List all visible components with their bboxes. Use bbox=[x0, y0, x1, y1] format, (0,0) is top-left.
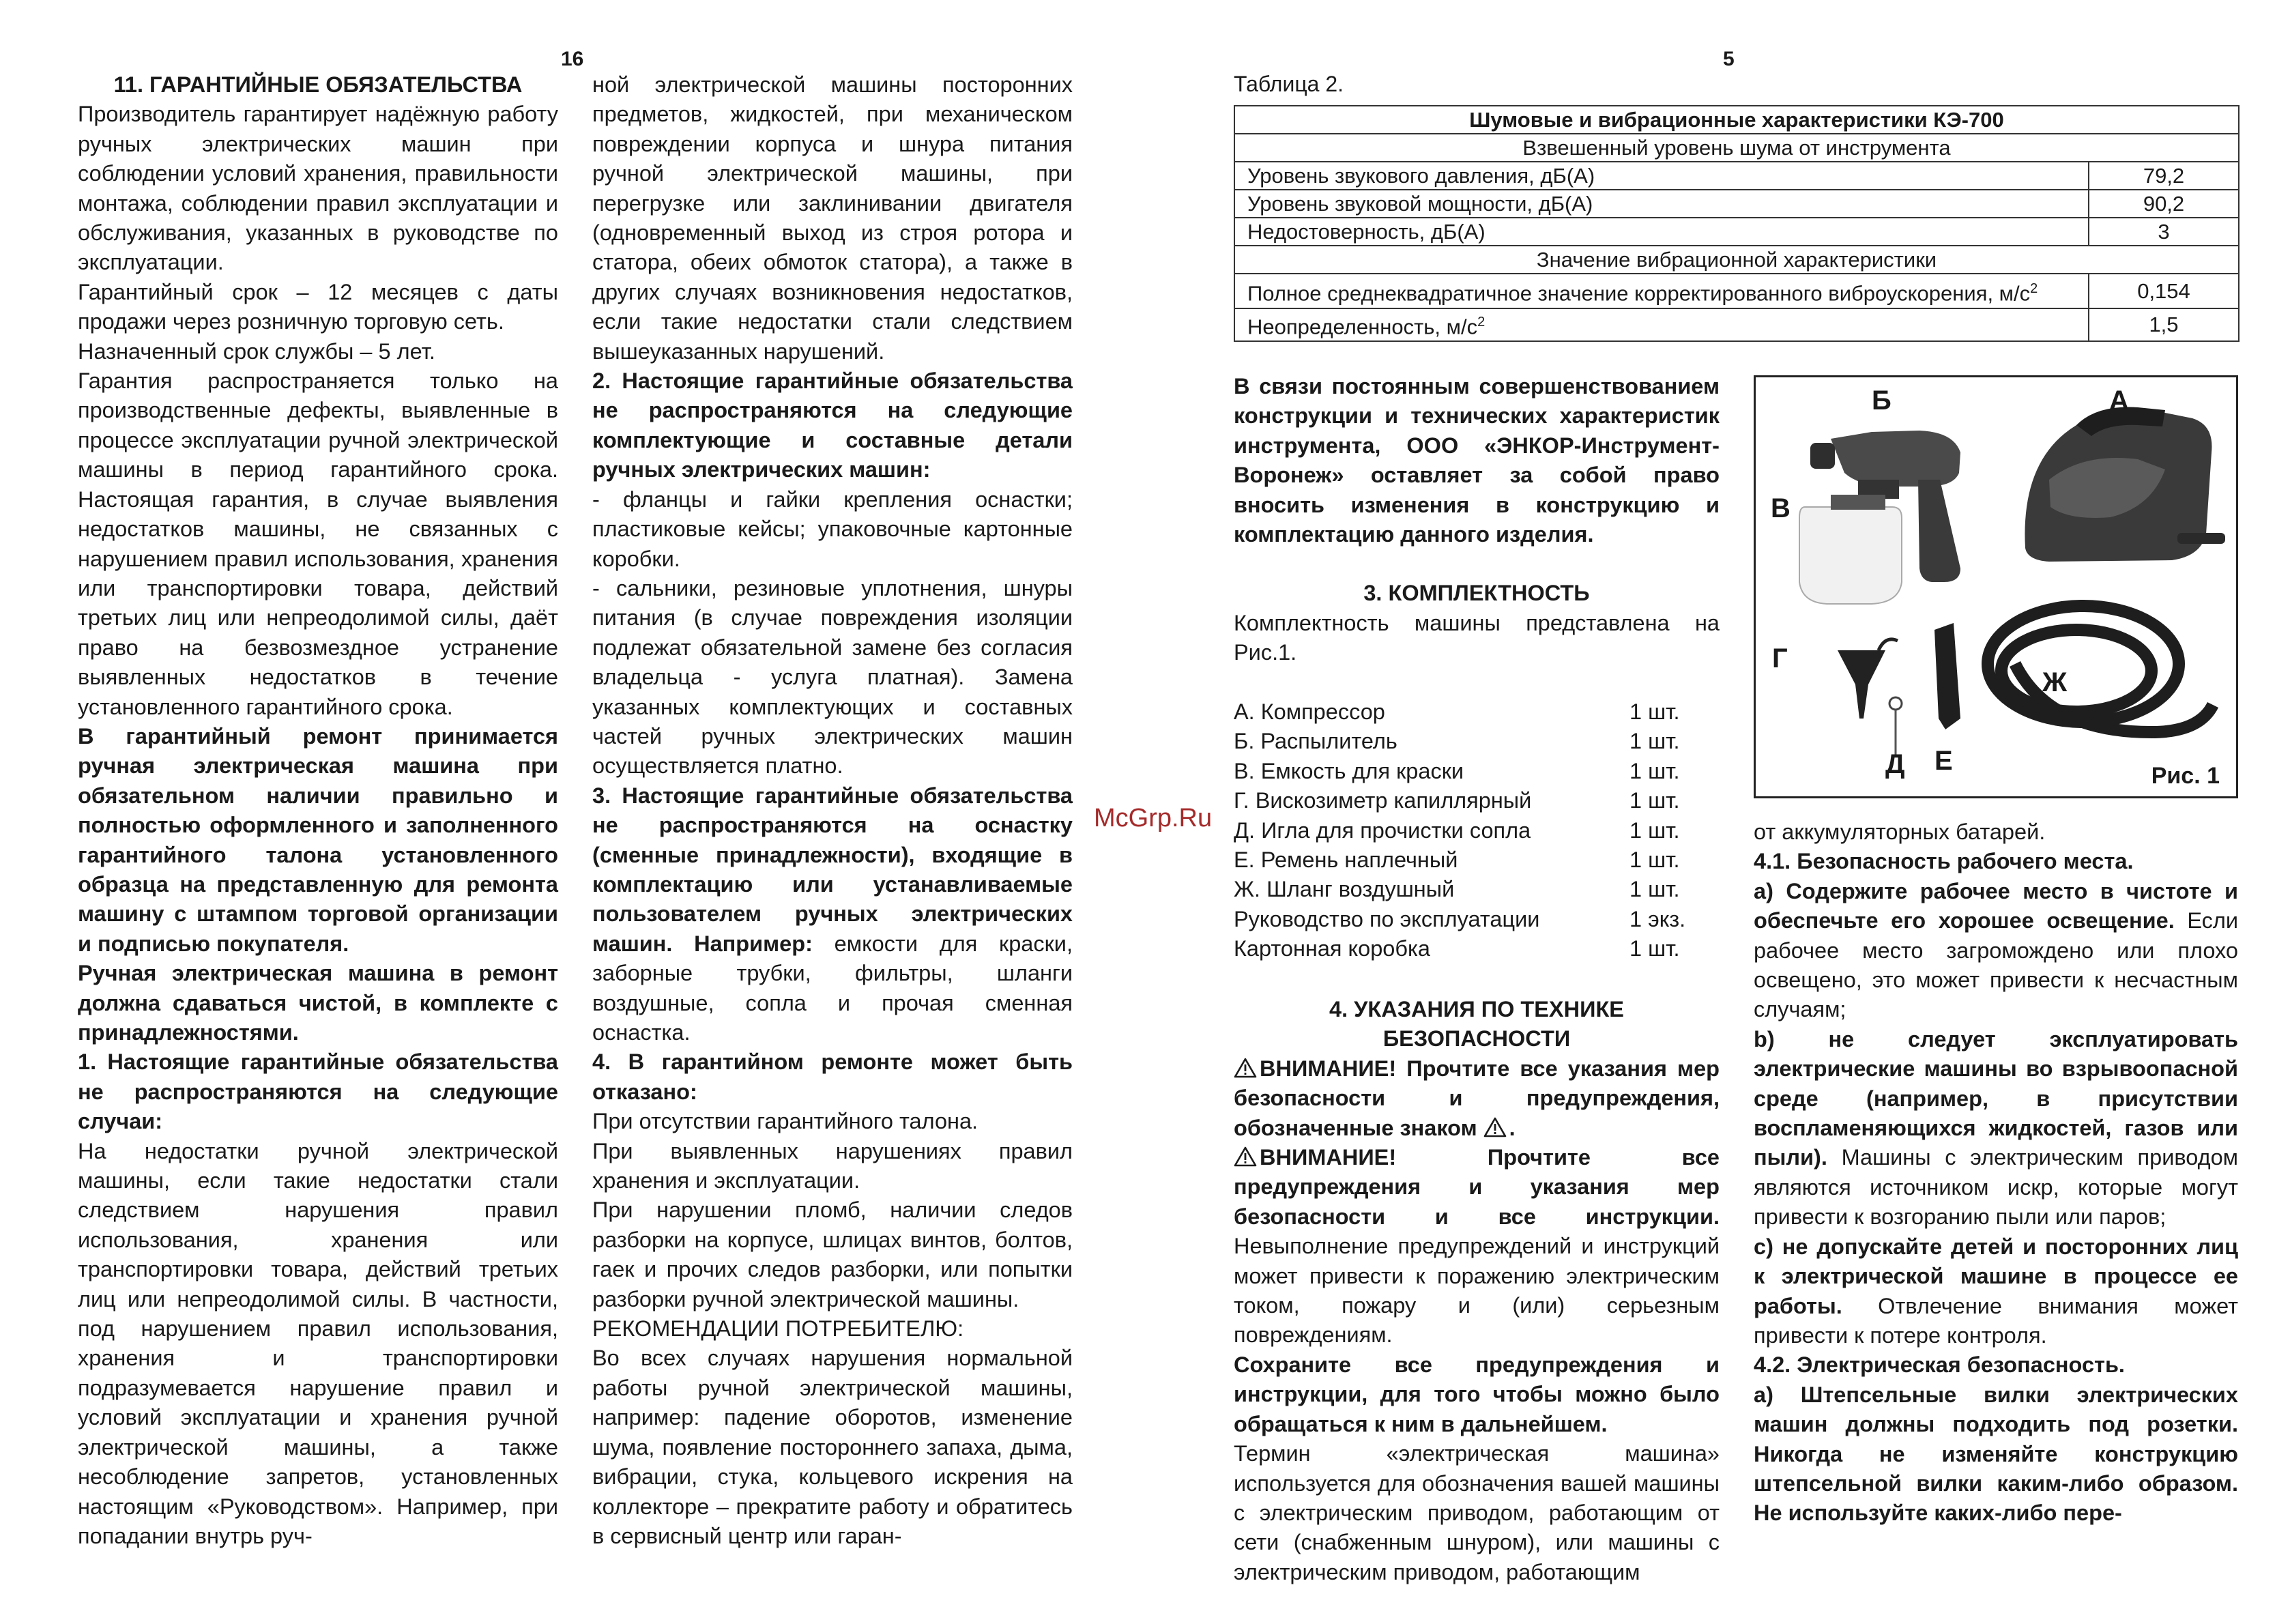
kit-item-qty: 1 шт. bbox=[1629, 817, 1680, 843]
viscometer-image bbox=[1838, 639, 1898, 719]
safety-heading: БЕЗОПАСНОСТИ bbox=[1382, 1026, 1571, 1052]
table-cell: 3 bbox=[2089, 218, 2239, 246]
bold-text: b) не следует эксплуатировать электрические машины во взрывоопасной среде (например, в присутствии воспламеняющихся жидкостей, газов или пыли). bbox=[1754, 1026, 2238, 1170]
paragraph: Во всех случаях нарушения нормальной работы ручной электрической машины, например: падение оборотов, изменение шума, появление постороннего запаха, дыма, вибрации, стука, кольцевого искрения на коллекторе – прекратите работу и обратитесь в сервисный центр или гаран- bbox=[592, 1346, 1073, 1548]
hose-image bbox=[1988, 606, 2213, 732]
safety-section bbox=[1234, 995, 1720, 1587]
warning-text-end: . bbox=[1509, 1115, 1516, 1140]
figure-label: Е bbox=[1934, 746, 1953, 776]
warning-triangle-icon bbox=[1483, 1117, 1507, 1137]
list-item bbox=[1234, 786, 1711, 815]
paragraph bbox=[1754, 1232, 2238, 1351]
kit-item-name: Е. Ремень наплечный bbox=[1234, 847, 1458, 873]
paragraph: Гарантия распространяется только на производственные дефекты, выявленные в процессе эксплуатации ручной электрической машины в период гарантийного срока. Настоящая гарантия, в случае выявления недостатков машины, не связанных с нарушением правил использования, хранения или транспортировки товара, действий третьих лиц или непреодолимой силы, даёт право на безвозмездное устранение выявленных недостатков в течение установленного гарантийного срока. bbox=[78, 368, 558, 719]
kit-item-name: В. Емкость для краски bbox=[1234, 758, 1464, 783]
bold-text: а) Содержите рабочее место в чистоте и обеспечьте его хорошее освещение. bbox=[1754, 878, 2238, 933]
bold-text: ВНИМАНИЕ! Прочтите все предупреждения и указания мер безопасности и все инструкции. bbox=[1234, 1145, 1720, 1229]
list-item bbox=[1234, 905, 1711, 934]
text: емкости для краски, заборные трубки, фильтры, шланги воздушные, сопла и прочая сменная оснастка. bbox=[592, 931, 1073, 1045]
subheading: 4.1. Безопасность рабочего места. bbox=[1754, 849, 2134, 874]
figure-caption: Рис. 1 bbox=[2151, 763, 2220, 789]
paragraph: Гарантийный срок – 12 месяцев с даты продажи через розничную торговую сеть. bbox=[78, 279, 558, 334]
kit-illustration bbox=[1756, 377, 2236, 796]
table-row bbox=[1234, 308, 2239, 340]
warning-triangle-icon bbox=[1234, 1058, 1257, 1078]
table-cell bbox=[1234, 274, 2089, 308]
table-row bbox=[1234, 162, 2239, 190]
table-title: Шумовые и вибрационные характеристики КЭ-700 bbox=[1234, 106, 2239, 134]
column-3-notice bbox=[1234, 372, 1720, 668]
paragraph: На недостатки ручной электрической машины, если такие недостатки стали следствием нарушения правил использования, хранения или транспортировки товара, действий третьих лиц или непреодолимой силы. В частности, под нарушением правил использования, хранения и транспортировки подразумевается нарушение правил и условий эксплуатации и хранения ручной электрической машины, а также несоблюдение запретов, установленных настоящим «Руководством». Например, при попадании внутрь руч- bbox=[78, 1138, 558, 1548]
paragraph: Сохраните все предупреждения и инструкции, для того чтобы можно было обращаться к ним в дальнейшем. bbox=[1234, 1352, 1720, 1436]
table-caption: Таблица 2. bbox=[1234, 72, 1344, 96]
paragraph: Производитель гарантирует надёжную работу ручных электрических машин при соблюдении условий хранения, правильности монтажа, соблюдении правил эксплуатации и обслуживания, указанных в руководстве по эксплуатации. bbox=[78, 102, 558, 275]
kit-heading: 3. КОМПЛЕКТНОСТЬ bbox=[1363, 581, 1590, 606]
warranty-column-2 bbox=[592, 70, 1073, 1551]
table-row bbox=[1234, 106, 2239, 134]
paragraph: а) Штепсельные вилки электрических машин должны подходить под розетки. Никогда не изменяйте конструкцию штепсельной вилки каким-либо образом. Не используйте каких-либо пере- bbox=[1754, 1382, 2238, 1526]
paragraph: Назначенный срок службы – 5 лет. bbox=[78, 338, 435, 364]
page-number-right: 5 bbox=[1723, 48, 1735, 70]
list-item bbox=[1234, 697, 1711, 727]
table-row bbox=[1234, 274, 2239, 308]
paragraph: - фланцы и гайки крепления оснастки; пластиковые кейсы; упаковочные картонные коробки. bbox=[592, 487, 1073, 571]
paragraph: При нарушении пломб, наличии следов разборки на корпусе, шлицах винтов, болтов, гаек и прочих следов разборки, или попытки разборки ручной электрической машины. bbox=[592, 1198, 1073, 1311]
paragraph: Ручная электрическая машина в ремонт должна сдаваться чистой, в комплекте с принадлежностями. bbox=[78, 961, 558, 1045]
table-row bbox=[1234, 190, 2239, 218]
figure-label: Д bbox=[1885, 749, 1905, 779]
text: Невыполнение предупреждений и инструкций может привести к поражению электрическим током, пожару и (или) серьезным повреждениям. bbox=[1234, 1234, 1720, 1348]
list-item bbox=[1234, 934, 1711, 963]
paragraph bbox=[1754, 877, 2238, 1025]
paragraph bbox=[592, 781, 1073, 1048]
paragraph bbox=[1754, 1025, 2238, 1232]
warning-text: ВНИМАНИЕ! Прочтите все указания мер безопасности и предупреждения, обозначенные знаком bbox=[1234, 1056, 1720, 1140]
paragraph: При отсутствии гарантийного талона. bbox=[592, 1109, 979, 1134]
kit-list bbox=[1234, 697, 1711, 964]
paragraph: В гарантийный ремонт принимается ручная электрическая машина при обязательном наличии правильно и полностью оформленного и заполненного гарантийного талона установленного образца на представленную для ремонта машину с штампом торговой организации и подписью покупателя. bbox=[78, 723, 558, 956]
kit-item-name: А. Компрессор bbox=[1234, 699, 1385, 724]
kit-item-qty: 1 экз. bbox=[1629, 906, 1686, 931]
cell-text: Неопределенность, м/с bbox=[1247, 315, 1478, 339]
paragraph: РЕКОМЕНДАЦИИ ПОТРЕБИТЕЛЮ: bbox=[592, 1316, 964, 1342]
kit-item-qty: 1 шт. bbox=[1629, 729, 1680, 754]
figure-label: В bbox=[1771, 493, 1791, 523]
page-number-left: 16 bbox=[561, 48, 584, 70]
kit-item-name: Д. Игла для прочистки сопла bbox=[1234, 817, 1531, 843]
paragraph: - сальники, резиновые уплотнения, шнуры питания (в случае повреждения изоляции подлежат обязательной замене без согласия владельца - услуга платная). Замена указанных комплектующих и составных частей ручных электрических машин осуществляется платно. bbox=[592, 575, 1073, 779]
strap-image bbox=[1934, 623, 1960, 729]
figure-label: Г bbox=[1772, 643, 1788, 673]
bold-text: с) не допускайте детей и посторонних лиц к электрической машине в процессе ее работы. bbox=[1754, 1234, 2238, 1318]
kit-intro: Комплектность машины представлена на Рис.1. bbox=[1234, 610, 1720, 665]
table-row bbox=[1234, 246, 2239, 274]
kit-item-name: Руководство по эксплуатации bbox=[1234, 906, 1540, 931]
safety-heading: 4. УКАЗАНИЯ ПО ТЕХНИКЕ bbox=[1329, 997, 1624, 1021]
paragraph: При выявленных нарушениях правил хранения и эксплуатации. bbox=[592, 1138, 1073, 1193]
paragraph: 2. Настоящие гарантийные обязательства не распространяются на следующие комплектующие и составные детали ручных электрических машин: bbox=[592, 368, 1073, 482]
paragraph: ной электрической машины посторонних предметов, жидкостей, при механическом повреждении корпуса и шнура питания ручной электрической машины, при перегрузке или заклинивании двигателя (одновременный выход из строя ротора и статора, обеих обмоток статора), а также в других случаях возникновения недостатков, если такие недостатки стали следствием вышеуказанных нарушений. bbox=[592, 72, 1073, 364]
text: Машины с электрическим приводом являются источником искр, которые могут привести к возгоранию пыли или паров; bbox=[1754, 1145, 2238, 1230]
table-cell bbox=[1234, 308, 2089, 340]
subheading: 4.2. Электрическая безопасность. bbox=[1754, 1352, 2125, 1378]
warning-paragraph bbox=[1234, 1143, 1720, 1350]
kit-item-name: Б. Распылитель bbox=[1234, 729, 1397, 754]
warning-paragraph bbox=[1234, 1054, 1720, 1143]
text: Отвлечение внимания может привести к потере контроля. bbox=[1754, 1293, 2238, 1348]
superscript: 2 bbox=[2030, 281, 2038, 296]
paint-container-image bbox=[1799, 495, 1902, 604]
table-cell: 1,5 bbox=[2089, 308, 2239, 340]
table-cell: 79,2 bbox=[2089, 162, 2239, 190]
paragraph: от аккумуляторных батарей. bbox=[1754, 820, 2046, 844]
table-section: Взвешенный уровень шума от инструмента bbox=[1234, 134, 2239, 162]
superscript: 2 bbox=[1477, 315, 1485, 330]
kit-item-name: Г. Вискозиметр капиллярный bbox=[1234, 788, 1532, 813]
kit-item-qty: 1 шт. bbox=[1629, 788, 1680, 813]
table-section: Значение вибрационной характеристики bbox=[1234, 246, 2239, 274]
table-row bbox=[1234, 134, 2239, 162]
list-item bbox=[1234, 727, 1711, 756]
needle-image bbox=[1889, 697, 1902, 756]
kit-item-qty: 1 шт. bbox=[1629, 758, 1680, 783]
figure-label: Ж bbox=[2042, 667, 2068, 697]
paragraph: 4. В гарантийном ремонте может быть отказано: bbox=[592, 1049, 1073, 1104]
kit-item-qty: 1 шт. bbox=[1629, 847, 1680, 873]
notice-paragraph: В связи постоянным совершенствованием конструкции и технических характеристик инструмента, ООО «ЭНКОР-Инструмент-Воронеж» оставляет за собой право вносить изменения в конструкцию и комплектацию данного изделия. bbox=[1234, 374, 1720, 547]
bold-text: 3. Настоящие гарантийные обязательства не распространяются на оснастку (сменные принадлежности), входящие в комплектацию или устанавливаемые пользователем ручных электрических машин. Например: bbox=[592, 783, 1073, 956]
list-item bbox=[1234, 757, 1711, 786]
figure-label: Б bbox=[1872, 386, 1892, 416]
cell-text: Полное среднеквадратичное значение корректированного виброускорения, м/с bbox=[1247, 281, 2031, 306]
kit-item-qty: 1 шт. bbox=[1629, 699, 1680, 724]
paragraph: 1. Настоящие гарантийные обязательства не распространяются на следующие случаи: bbox=[78, 1049, 558, 1134]
figure-1 bbox=[1754, 375, 2238, 798]
kit-item-qty: 1 шт. bbox=[1629, 936, 1680, 961]
safety-column-4 bbox=[1754, 817, 2238, 1528]
paragraph: Термин «электрическая машина» используется для обозначения вашей машины с электрическим приводом, работающим от сети (снабженным шнуром), или машины с электрическим приводом, работающим bbox=[1234, 1441, 1720, 1584]
warning-triangle-icon bbox=[1234, 1146, 1257, 1167]
table-cell: Недостоверность, дБ(А) bbox=[1234, 218, 2089, 246]
warranty-column-1 bbox=[78, 70, 558, 1551]
warranty-heading: 11. ГАРАНТИЙНЫЕ ОБЯЗАТЕЛЬСТВА bbox=[113, 72, 523, 97]
kit-item-name: Картонная коробка bbox=[1234, 936, 1430, 961]
table-cell: Уровень звукового давления, дБ(А) bbox=[1234, 162, 2089, 190]
noise-vibration-table bbox=[1234, 105, 2240, 342]
figure-label: А bbox=[2109, 386, 2129, 416]
list-item bbox=[1234, 875, 1711, 904]
table-cell: 0,154 bbox=[2089, 274, 2239, 308]
text: Если рабочее место загромождено или плохо освещено, это может привести к несчастным случаям; bbox=[1754, 908, 2239, 1022]
list-item bbox=[1234, 845, 1711, 875]
watermark: McGrp.Ru bbox=[1094, 804, 1213, 832]
table-cell: Уровень звуковой мощности, дБ(А) bbox=[1234, 190, 2089, 218]
kit-item-qty: 1 шт. bbox=[1629, 877, 1680, 902]
table-cell: 90,2 bbox=[2089, 190, 2239, 218]
compressor-image bbox=[2025, 407, 2225, 562]
table-row bbox=[1234, 218, 2239, 246]
list-item bbox=[1234, 816, 1711, 845]
kit-item-name: Ж. Шланг воздушный bbox=[1234, 877, 1455, 902]
